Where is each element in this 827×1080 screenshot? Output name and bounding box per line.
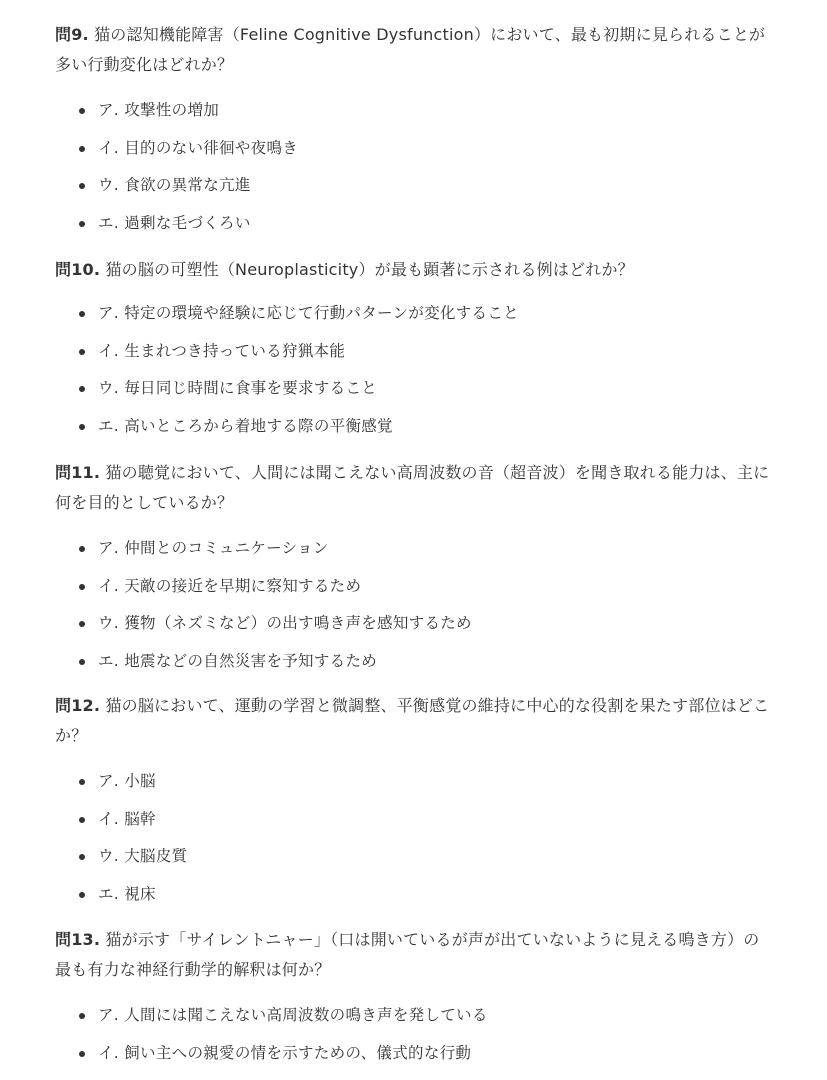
option-list: [55, 295, 775, 445]
option-list: [55, 763, 775, 913]
bullet-icon: [79, 183, 85, 189]
bullet-icon: [79, 1013, 85, 1019]
option-item: [55, 295, 775, 333]
bullet-icon: [79, 386, 85, 392]
option-list: [55, 92, 775, 242]
option-item: [55, 605, 775, 643]
option-list: [55, 530, 775, 680]
option-item: [55, 92, 775, 130]
bullet-icon: [79, 311, 85, 317]
question-text: [55, 925, 775, 985]
option-text: エ. 地震などの自然災害を予知するため: [98, 651, 378, 670]
question-11: [55, 458, 775, 680]
bullet-icon: [79, 659, 85, 665]
option-item: [55, 997, 775, 1035]
bullet-icon: [79, 817, 85, 823]
question-number: 問12.: [55, 696, 101, 715]
bullet-icon: [79, 779, 85, 785]
question-body: 猫の脳の可塑性（Neuroplasticity）が最も顕著に示される例はどれか？: [105, 260, 634, 279]
option-text: イ. 目的のない徘徊や夜鳴き: [98, 138, 299, 157]
question-9: [55, 20, 775, 242]
option-text: ア. 小脳: [98, 772, 156, 790]
bullet-icon: [79, 221, 85, 227]
question-number: 問13.: [55, 930, 101, 949]
option-text: ウ. 獲物（ネズミなど）の出す鳴き声を感知するため: [98, 614, 472, 632]
question-13: [55, 925, 775, 1072]
question-body: 猫の脳において、運動の学習と微調整、平衡感覚の維持に中心的な役割を果たす部位はどこか？: [55, 696, 770, 745]
option-item: [55, 530, 775, 568]
option-text: イ. 脳幹: [98, 809, 156, 828]
option-item: [55, 838, 775, 876]
option-list: [55, 997, 775, 1072]
question-12: [55, 691, 775, 913]
bullet-icon: [79, 854, 85, 860]
option-text: ウ. 食欲の異常な亢進: [98, 176, 251, 194]
option-item: [55, 370, 775, 408]
bullet-icon: [79, 424, 85, 430]
question-text: [55, 691, 775, 751]
question-text: [55, 458, 775, 518]
option-item: [55, 801, 775, 839]
question-text: [55, 255, 775, 285]
option-item: [55, 568, 775, 606]
bullet-icon: [79, 892, 85, 898]
bullet-icon: [79, 146, 85, 152]
bullet-icon: [79, 584, 85, 590]
bullet-icon: [79, 1051, 85, 1057]
question-number: 問10.: [55, 260, 101, 279]
option-item: [55, 130, 775, 168]
option-item: [55, 167, 775, 205]
option-text: エ. 高いところから着地する際の平衡感覚: [98, 416, 393, 435]
question-body: 猫が示す「サイレントニャー」（口は開いているが声が出ていないように見える鳴き方）の最も有力な神経行動学的解釈は何か？: [55, 930, 760, 979]
option-item: [55, 333, 775, 371]
option-text: イ. 生まれつき持っている狩猟本能: [98, 341, 346, 360]
option-item: [55, 408, 775, 446]
question-body: 猫の聴覚において、人間には聞こえない高周波数の音（超音波）を聞き取れる能力は、主に何を目的としているか？: [55, 463, 770, 512]
option-text: ア. 仲間とのコミュニケーション: [98, 539, 329, 557]
option-item: [55, 643, 775, 681]
bullet-icon: [79, 349, 85, 355]
option-text: イ. 飼い主への親愛の情を示すための、儀式的な行動: [98, 1043, 472, 1062]
question-10: [55, 255, 775, 445]
option-text: ウ. 大脳皮質: [98, 847, 188, 865]
option-item: [55, 763, 775, 801]
question-number: 問9.: [55, 25, 89, 44]
option-item: [55, 205, 775, 243]
option-text: ア. 攻撃性の増加: [98, 101, 220, 119]
option-item: [55, 1035, 775, 1073]
bullet-icon: [79, 546, 85, 552]
bullet-icon: [79, 621, 85, 627]
option-text: ア. 特定の環境や経験に応じて行動パターンが変化すること: [98, 304, 519, 322]
bullet-icon: [79, 108, 85, 114]
option-text: ア. 人間には聞こえない高周波数の鳴き声を発している: [98, 1006, 488, 1024]
option-item: [55, 876, 775, 914]
question-number: 問11.: [55, 463, 101, 482]
option-text: エ. 視床: [98, 884, 156, 903]
option-text: ウ. 毎日同じ時間に食事を要求すること: [98, 379, 378, 397]
option-text: イ. 天敵の接近を早期に察知するため: [98, 576, 362, 595]
question-text: [55, 20, 775, 80]
question-body: 猫の認知機能障害（Feline Cognitive Dysfunction）において、最も初期に見られることが多い行動変化はどれか？: [55, 25, 766, 74]
option-text: エ. 過剰な毛づくろい: [98, 213, 251, 232]
